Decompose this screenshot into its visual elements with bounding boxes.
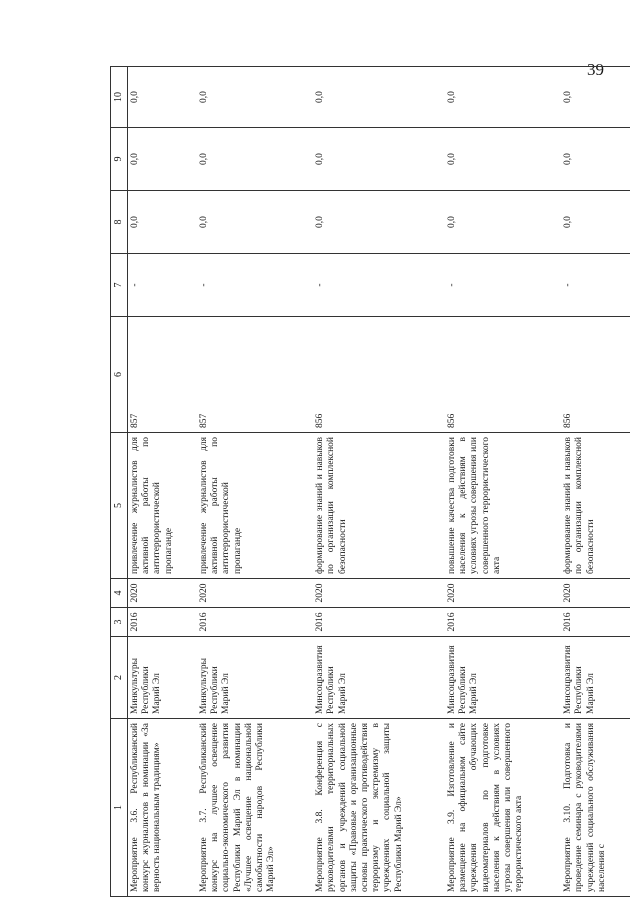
value-cell: 0,0 (445, 128, 561, 191)
column-header: 9 (111, 128, 128, 191)
end-year-cell: 2020 (445, 579, 561, 608)
code-cell: 857 (197, 317, 313, 433)
event-name-cell: Мероприятие 3.9. Изготовление и размещение на официальном сайте учреждения обучающих видеоматериалов по подготовке населения к действиям в условиях угрозы совершения или совершенного террористического акта (445, 719, 561, 897)
table-row (313, 67, 445, 897)
result-cell: формирование знаний и навыков по организации комплексной безопасности (313, 433, 445, 579)
value-cell: 0,0 (561, 67, 630, 128)
column-header: 2 (111, 637, 128, 719)
event-name-cell: Мероприятие 3.10. Подготовка и проведение семинара с руководителями учреждений социального обслуживания населения с (561, 719, 630, 897)
start-year-cell: 2016 (128, 608, 197, 637)
event-name-cell: Мероприятие 3.7. Республиканский конкурс на лучшее освещение социально-экономического развития Республики Марий Эл в номинации «Лучшее освещение национальной самобытности народов Республики Марий Эл» (197, 719, 313, 897)
start-year-cell: 2016 (313, 608, 445, 637)
start-year-cell: 2016 (197, 608, 313, 637)
program-events-table (110, 66, 630, 897)
column-header: 5 (111, 433, 128, 579)
start-year-cell: 2016 (445, 608, 561, 637)
end-year-cell: 2020 (313, 579, 445, 608)
end-year-cell: 2020 (128, 579, 197, 608)
value-cell: 0,0 (313, 191, 445, 254)
value-cell: 0,0 (197, 67, 313, 128)
table-row (197, 67, 313, 897)
value-cell: 0,0 (197, 191, 313, 254)
start-year-cell: 2016 (561, 608, 630, 637)
end-year-cell: 2020 (561, 579, 630, 608)
page-number: 39 (587, 60, 604, 79)
table-header-row (111, 67, 128, 897)
executor-cell: Минсоцразвития Республики Марий Эл (561, 637, 630, 719)
value-cell: 0,0 (197, 128, 313, 191)
column-header: 7 (111, 254, 128, 317)
result-cell: привлечение журналистов для активной работы по антитеррористической пропаганде (197, 433, 313, 579)
value-cell: - (445, 254, 561, 317)
end-year-cell: 2020 (197, 579, 313, 608)
column-header: 10 (111, 67, 128, 128)
column-header: 1 (111, 719, 128, 897)
value-cell: 0,0 (128, 191, 197, 254)
code-cell: 856 (445, 317, 561, 433)
value-cell: - (197, 254, 313, 317)
executor-cell: Минсоцразвития Республики Марий Эл (445, 637, 561, 719)
executor-cell: Минкультуры Республики Марий Эл (197, 637, 313, 719)
result-cell: повышение качества подготовки населения к действиям в условиях угрозы совершения или совершенного террористического акта (445, 433, 561, 579)
code-cell: 856 (561, 317, 630, 433)
value-cell: 0,0 (561, 191, 630, 254)
code-cell: 857 (128, 317, 197, 433)
table-row (128, 67, 197, 897)
column-header: 4 (111, 579, 128, 608)
column-header: 6 (111, 317, 128, 433)
value-cell: 0,0 (561, 128, 630, 191)
executor-cell: Минсоцразвития Республики Марий Эл (313, 637, 445, 719)
result-cell: привлечение журналистов для активной работы по антитеррористической пропаганде (128, 433, 197, 579)
event-name-cell: Мероприятие 3.6. Республиканский конкурс журналистов в номинации «За верность национальным традициям» (128, 719, 197, 897)
value-cell: 0,0 (313, 67, 445, 128)
column-header: 3 (111, 608, 128, 637)
value-cell: - (128, 254, 197, 317)
column-header: 8 (111, 191, 128, 254)
result-cell: формирование знаний и навыков по организации комплексной безопасности (561, 433, 630, 579)
value-cell: 0,0 (445, 67, 561, 128)
value-cell: 0,0 (313, 128, 445, 191)
code-cell: 856 (313, 317, 445, 433)
table-row (561, 67, 630, 897)
value-cell: - (561, 254, 630, 317)
value-cell: 0,0 (445, 191, 561, 254)
value-cell: 0,0 (128, 128, 197, 191)
value-cell: 0,0 (128, 67, 197, 128)
executor-cell: Минкультуры Республики Марий Эл (128, 637, 197, 719)
table-row (445, 67, 561, 897)
value-cell: - (313, 254, 445, 317)
event-name-cell: Мероприятие 3.8. Конференция с руководителями территориальных органов и учреждений социальной защиты «Правовые и организационные основы практического противодействия терроризму и экстремизму в учреждениях социальной защиты Республики Марий Эл» (313, 719, 445, 897)
rotated-table-container (110, 67, 630, 897)
